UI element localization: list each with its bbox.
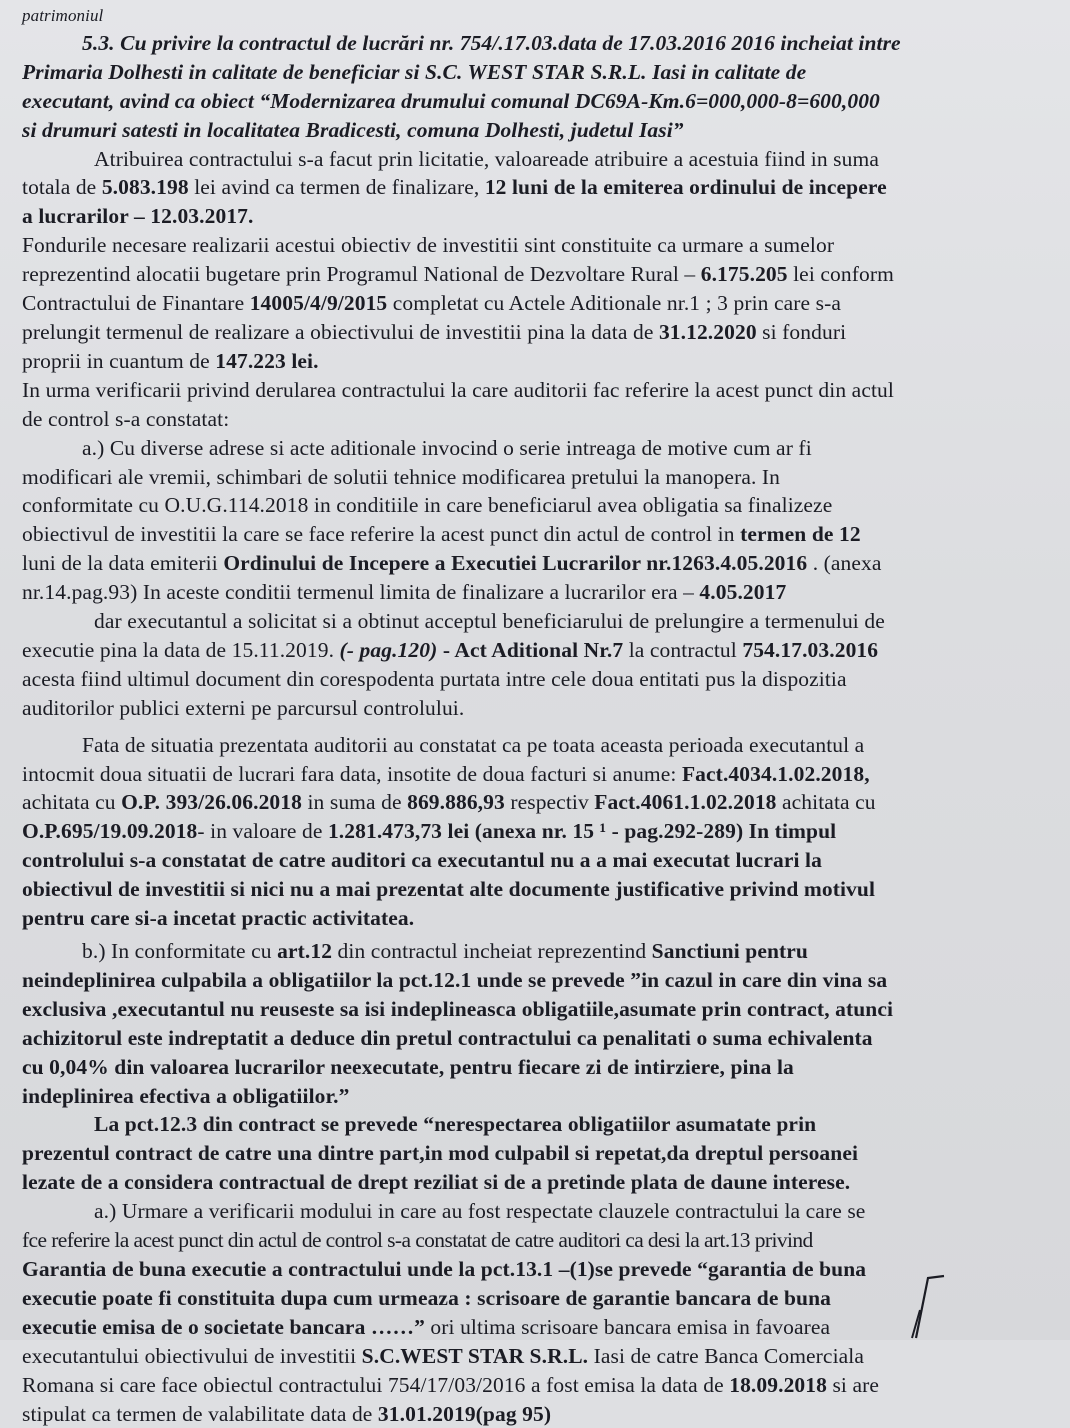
paragraph-fonduri: Fondurile necesare realizarii acestui obiectiv de investitii sint constituite ca urmare a sumelor reprezentind alocatii bugetare prin Programul National de Dezvoltare Rural – 6.175.205 lei conform Contractului de Finantare 14005/4/9/2015 completat cu Actele Aditionale nr.1 ; 3 prin care s-a prelungit termenul de realizare a obiectivului de investitii pina la data de 31.12.2020 si fonduri proprii in cuantum de 147.223 lei. bbox=[22, 233, 894, 373]
paragraph-point-b: b.) In conformitate cu art.12 din contractul incheiat reprezentind Sanctiuni pentru neindeplinirea culpabila a obligatiilor la pct.12.1 unde se prevede ”in cazul in care din vina sa exclusiva ,executantul nu reuseste sa isi indeplineasca obligatiile,asumate prin contract, atunci achizitorul este indreptatit a deduce din pretul contractului ca penalitati o suma echivalenta cu 0,04% din valoarea lucrarilor neexecutate, pentru fiecare zi de intirziere, pina la indeplinirea efectiva a obligatiilor.” bbox=[22, 939, 894, 1108]
paragraph-pct-12-3: La pct.12.3 din contract se prevede “nerespectarea obligatiilor asumatate prin prezentul contract de catre una dintre part,in mod culpabil si repetat,da dreptul persoanei lezate de a considera contractual de drept reziliat si de a pretinde plata de daune interese. bbox=[22, 1112, 859, 1195]
document-body bbox=[22, 0, 1022, 1428]
signature-mark bbox=[910, 1270, 950, 1340]
section-5-3-heading: 5.3. Cu privire la contractul de lucrări nr. 754/.17.03.data de 17.03.2016 2016 incheiat intre Primaria Dolhesti in calitate de beneficiar si S.C. WEST STAR S.R.L. Iasi in calitate de executant, avind ca obiect “Modernizarea drumului comunal DC69A-Km.6=000,000-8=600,000 si drumuri satesti in localitatea Bradicesti, comuna Dolhesti, judetul Iasi” bbox=[22, 30, 901, 142]
paragraph-atribuire: Atribuirea contractului s-a facut prin licitatie, valoareade atribuire a acestuia fiind in suma totala de 5.083.198 lei avind ca termen de finalizare, 12 luni de la emiterea ordinului de incepere a lucrarilor – 12.03.2017. bbox=[22, 146, 887, 229]
paragraph-point-a-garantie: a.) Urmare a verificarii modului in care au fost respectate clauzele contractului la care se fce referire la acest punct din actul de control s-a constatat de catre auditori ca desi la art.13 privind Garantia de buna executie a contractului unde la pct.13.1 –(1)se prevede “garantia de buna executie poate fi constituita dupa cum urmeaza : scrisoare de garantie bancara de buna executie emisa de o societate bancara ……” ori ultima scrisoare bancara emisa in favoarea executantului obiectivului de investitii S.C.WEST STAR S.R.L. Iasi de catre Banca Comerciala Romana si care face obiectul contractului 754/17/03/2016 a fost emisa la data de 18.09.2018 si are stipulat ca termen de valabilitate data de 31.01.2019(pag 95) bbox=[22, 1199, 880, 1426]
top-fragment: patrimoniul bbox=[22, 6, 104, 25]
paragraph-point-a: a.) Cu diverse adrese si acte aditionale invocind o serie intreaga de motive cum ar fi modificari ale vremii, schimbari de solutii tehnice modificarea pretului la manopera. In conformitate cu O.U.G.114.2018 in conditiile in care beneficiarul avea obligatia sa finalizeze obiectivul de investitii la care se face referire la acest punct din actul de control in termen de 12 luni de la data emiterii Ordinului de Incepere a Executiei Lucrarilor nr.1263.4.05.2016 . (anexa nr.14.pag.93) In aceste conditii termenul limita de finalizare a lucrarilor era – 4.05.2017 dar executantul a solicitat si a obtinut acceptul beneficiarului de prelungire a termenului de executie pina la data de 15.11.2019. (- pag.120) - Act Aditional Nr.7 la contractul 754.17.03.2016 acesta fiind ultimul document din corespodenta purtata intre cele doua entitati pus la dispozitia auditorilor publici externi pe parcursul controlului. bbox=[22, 435, 885, 720]
paragraph-fata-de-situatia: Fata de situatia prezentata auditorii au constatat ca pe toata aceasta perioada executantul a intocmit doua situatii de lucrari fara data, insotite de doua facturi si anume: Fact.4034.1.02.2018, achitata cu O.P. 393/26.06.2018 in suma de 869.886,93 respectiv Fact.4061.1.02.2018 achitata cu O.P.695/19.09.2018- in valoare de 1.281.473,73 lei (anexa nr. 15 ¹ - pag.292-289) In timpul controlului s-a constatat de catre auditori ca executantul nu a a mai executat lucrari la obiectivul de investitii si nici nu a mai prezentat alte documente justificative privind motivul pentru care si-a incetat practic activitatea. bbox=[22, 732, 876, 931]
paragraph-verificare: In urma verificarii privind derularea contractului la care auditorii fac referire la acest punct din actul de control s-a constatat: bbox=[22, 377, 894, 431]
